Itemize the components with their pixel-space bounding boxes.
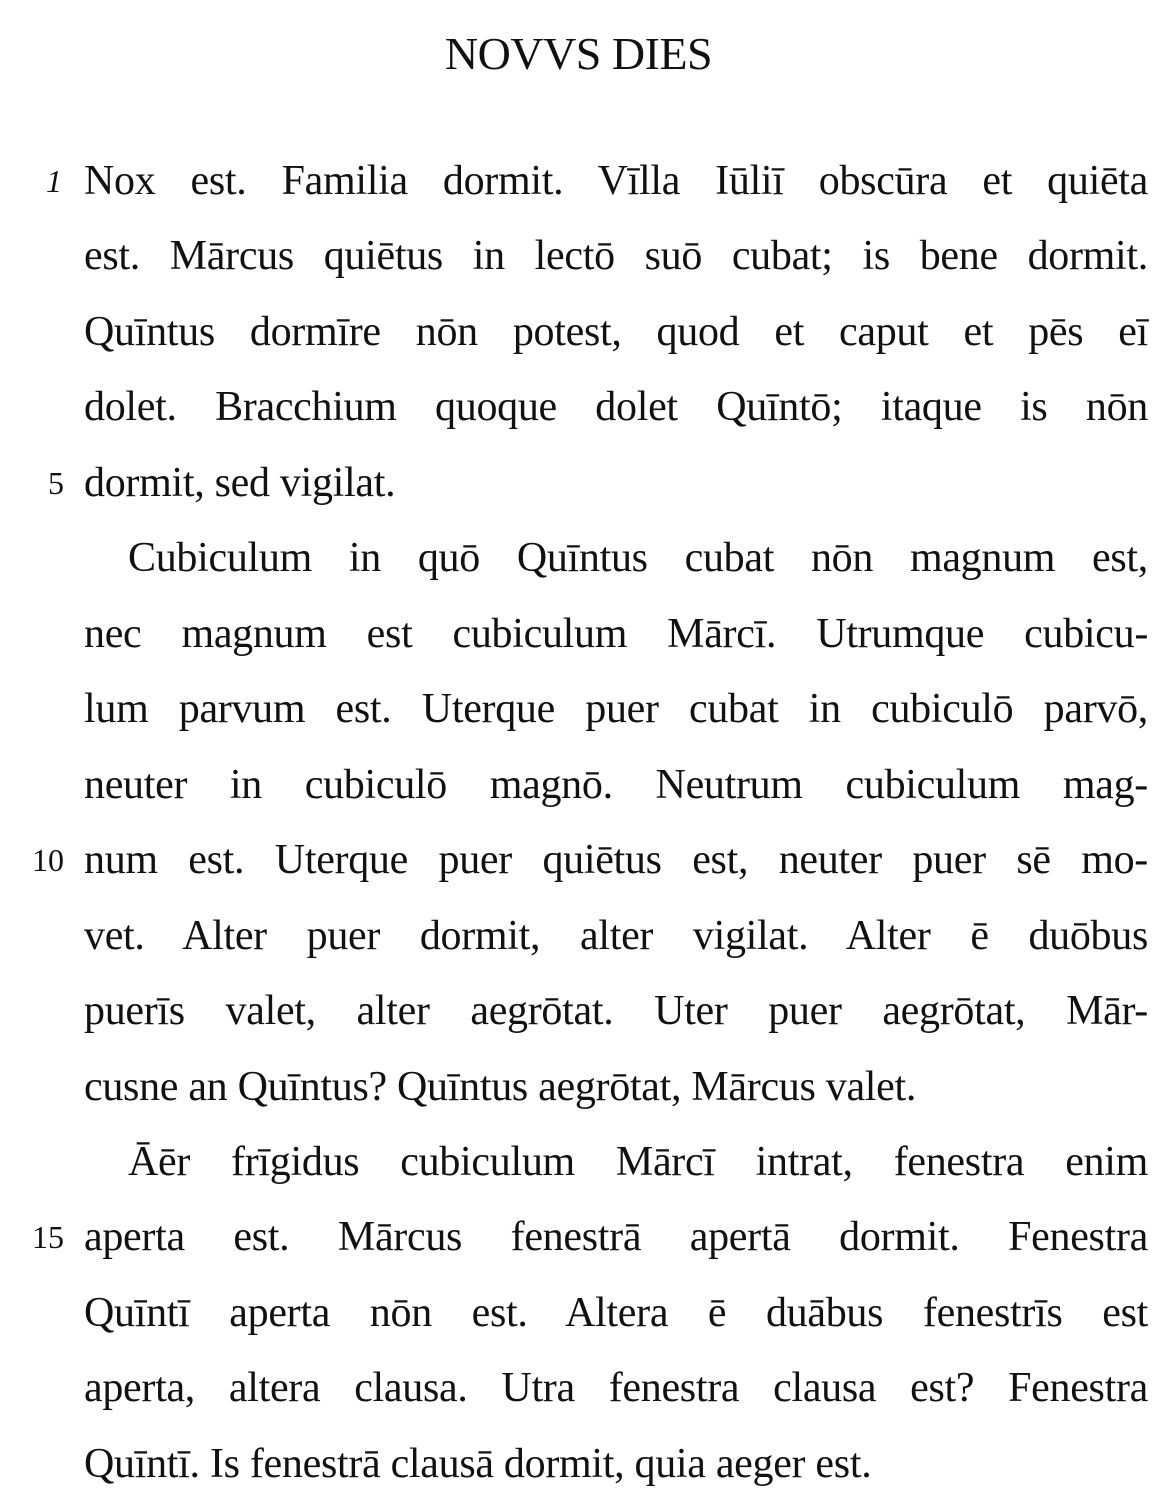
text-line: dormit, sed vigilat.	[84, 460, 396, 506]
text-line: cusne an Quīntus? Quīntus aegrōtat, Mārcus valet.	[84, 1064, 917, 1110]
text-line: aperta est. Mārcus fenestrā apertā dormit. Fenestra	[84, 1214, 1148, 1260]
line-number-1: 1	[46, 163, 62, 199]
text-line: num est. Uterque puer quiētus est, neuter puer sē mo-	[84, 837, 1148, 883]
line-number-10: 10	[32, 842, 64, 878]
chapter-title: NOVVS DIES	[444, 28, 713, 79]
text-line: Nox est. Familia dormit. Vīlla Iūliī obscūra et quiēta	[84, 158, 1148, 204]
text-line: dolet. Bracchium quoque dolet Quīntō; itaque is nōn	[84, 384, 1148, 430]
text-line: lum parvum est. Uterque puer cubat in cubiculō parvō,	[84, 686, 1148, 732]
text-line: Quīntī aperta nōn est. Altera ē duābus fenestrīs est	[84, 1290, 1148, 1336]
text-line: aperta, altera clausa. Utra fenestra clausa est? Fenestra	[84, 1365, 1148, 1411]
line-number-15: 15	[32, 1219, 64, 1255]
text-line: Āēr frīgidus cubiculum Mārcī intrat, fenestra enim	[128, 1139, 1148, 1185]
text-line: neuter in cubiculō magnō. Neutrum cubiculum mag-	[84, 762, 1148, 808]
text-line: vet. Alter puer dormit, alter vigilat. Alter ē duōbus	[84, 913, 1148, 959]
text-line: puerīs valet, alter aegrōtat. Uter puer aegrōtat, Mār-	[84, 988, 1148, 1034]
line-number-5: 5	[48, 465, 64, 501]
text-line: Quīntī. Is fenestrā clausā dormit, quia aeger est.	[84, 1441, 872, 1487]
text-line: Quīntus dormīre nōn potest, quod et caput et pēs eī	[84, 309, 1148, 355]
text-line: Cubiculum in quō Quīntus cubat nōn magnum est,	[128, 535, 1148, 581]
text-line: est. Mārcus quiētus in lectō suō cubat; is bene dormit.	[84, 233, 1148, 279]
text-line: nec magnum est cubiculum Mārcī. Utrumque cubicu-	[84, 611, 1148, 657]
